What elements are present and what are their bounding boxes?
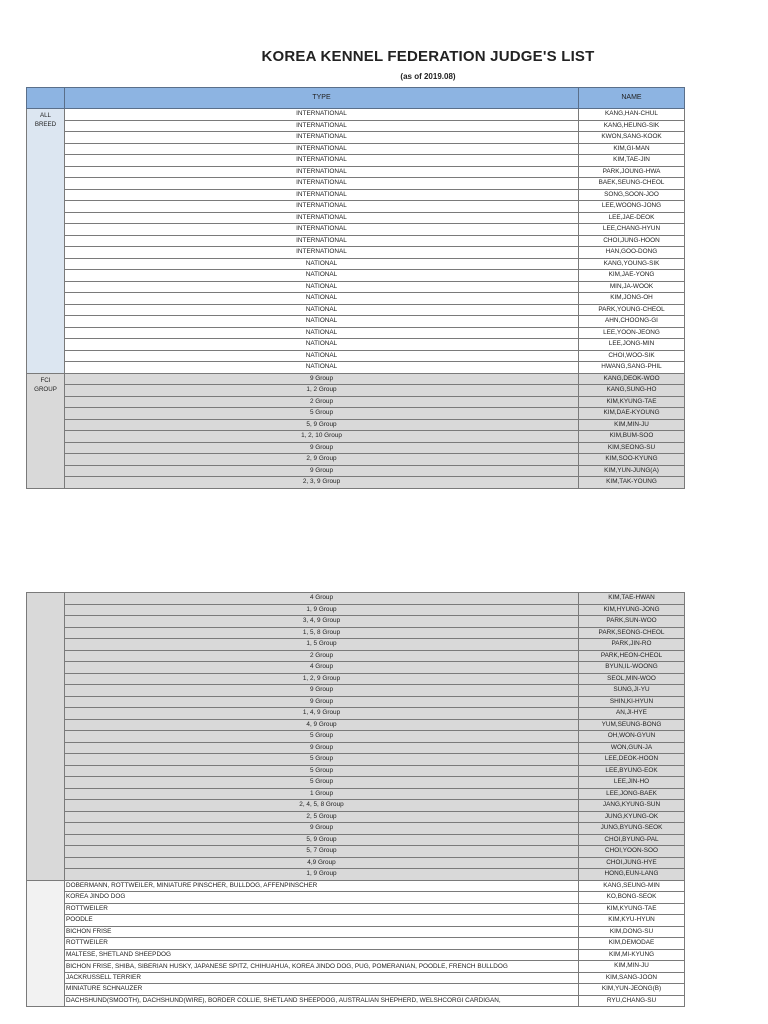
name-cell: CHOI,YOON-SOO bbox=[579, 846, 685, 858]
type-cell: POODLE bbox=[65, 915, 579, 927]
table-row bbox=[27, 419, 685, 431]
type-cell: NATIONAL bbox=[65, 258, 579, 270]
header-type: TYPE bbox=[65, 88, 579, 109]
type-cell: 5 Group bbox=[65, 777, 579, 789]
table-row bbox=[27, 708, 685, 720]
type-cell: 5 Group bbox=[65, 731, 579, 743]
name-cell: KIM,MIN-JU bbox=[579, 961, 685, 973]
type-cell: INTERNATIONAL bbox=[65, 201, 579, 213]
type-cell: ROTTWEILER bbox=[65, 938, 579, 950]
name-cell: CHOI,BYUNG-PAL bbox=[579, 834, 685, 846]
name-cell: LEE,WOONG-JONG bbox=[579, 201, 685, 213]
table-row bbox=[27, 984, 685, 996]
name-cell: KIM,SEONG-SU bbox=[579, 442, 685, 454]
table-row bbox=[27, 109, 685, 121]
name-cell: JANG,KYUNG-SUN bbox=[579, 800, 685, 812]
name-cell: LEE,JAE-DEOK bbox=[579, 212, 685, 224]
table-row bbox=[27, 166, 685, 178]
table-row bbox=[27, 304, 685, 316]
type-cell: 2, 9 Group bbox=[65, 454, 579, 466]
name-cell: KIM,YUN-JUNG(A) bbox=[579, 465, 685, 477]
name-cell: KIM,BUM-SOO bbox=[579, 431, 685, 443]
table-row bbox=[27, 258, 685, 270]
type-cell: 9 Group bbox=[65, 696, 579, 708]
type-cell: 9 Group bbox=[65, 442, 579, 454]
table-row bbox=[27, 593, 685, 605]
table-row bbox=[27, 235, 685, 247]
type-cell: INTERNATIONAL bbox=[65, 132, 579, 144]
type-cell: KOREA JINDO DOG bbox=[65, 892, 579, 904]
type-cell: INTERNATIONAL bbox=[65, 189, 579, 201]
name-cell: HAN,GOO-DONG bbox=[579, 247, 685, 259]
name-cell: LEE,BYUNG-EOK bbox=[579, 765, 685, 777]
name-cell: KANG,HAN-CHUL bbox=[579, 109, 685, 121]
name-cell: KIM,SOO-KYUNG bbox=[579, 454, 685, 466]
name-cell: SONG,SOON-JOO bbox=[579, 189, 685, 201]
type-cell: NATIONAL bbox=[65, 270, 579, 282]
name-cell: BAEK,SEUNG-CHEOL bbox=[579, 178, 685, 190]
table-row bbox=[27, 327, 685, 339]
type-cell: NATIONAL bbox=[65, 304, 579, 316]
type-cell: 4 Group bbox=[65, 593, 579, 605]
name-cell: KIM,YUN-JEONG(B) bbox=[579, 984, 685, 996]
table-row bbox=[27, 650, 685, 662]
type-cell: 2 Group bbox=[65, 396, 579, 408]
table-row bbox=[27, 408, 685, 420]
name-cell: PARK,SEONG-CHEOL bbox=[579, 627, 685, 639]
name-cell: KIM,JAE-YONG bbox=[579, 270, 685, 282]
name-cell: LEE,DEOK-HOON bbox=[579, 754, 685, 766]
type-cell: 5 Group bbox=[65, 754, 579, 766]
type-cell: INTERNATIONAL bbox=[65, 247, 579, 259]
name-cell: KIM,KYU-HYUN bbox=[579, 915, 685, 927]
table-row bbox=[27, 189, 685, 201]
name-cell: KWON,SANG-KOOK bbox=[579, 132, 685, 144]
type-cell: 9 Group bbox=[65, 742, 579, 754]
type-cell: INTERNATIONAL bbox=[65, 109, 579, 121]
name-cell: OH,WON-GYUN bbox=[579, 731, 685, 743]
table-row bbox=[27, 880, 685, 892]
type-cell: NATIONAL bbox=[65, 316, 579, 328]
name-cell: KIM,TAE-HWAN bbox=[579, 593, 685, 605]
type-cell: MINIATURE SCHNAUZER bbox=[65, 984, 579, 996]
table-row bbox=[27, 120, 685, 132]
name-cell: CHOI,JUNG-HYE bbox=[579, 857, 685, 869]
type-cell: 4 Group bbox=[65, 662, 579, 674]
table-row bbox=[27, 362, 685, 374]
table-row bbox=[27, 373, 685, 385]
type-cell: 1 Group bbox=[65, 788, 579, 800]
name-cell: LEE,JONG-MIN bbox=[579, 339, 685, 351]
category-cell: FCI GROUP bbox=[27, 373, 65, 488]
table-row bbox=[27, 627, 685, 639]
type-cell: BICHON FRISE, SHIBA, SIBERIAN HUSKY, JAPANESE SPITZ, CHIHUAHUA, KOREA JINDO DOG, PUG, POMERANIAN, POODLE, FRENCH BULLDOG bbox=[65, 961, 579, 973]
category-cell: ALL BREED bbox=[27, 109, 65, 374]
type-cell: 1, 4, 9 Group bbox=[65, 708, 579, 720]
table-row bbox=[27, 442, 685, 454]
table-row bbox=[27, 247, 685, 259]
name-cell: KANG,HEUNG-SIK bbox=[579, 120, 685, 132]
name-cell: SHIN,KI-HYUN bbox=[579, 696, 685, 708]
name-cell: WON,GUN-JA bbox=[579, 742, 685, 754]
judges-table-part2 bbox=[26, 592, 685, 1007]
type-cell: 9 Group bbox=[65, 823, 579, 835]
type-cell: NATIONAL bbox=[65, 327, 579, 339]
type-cell: INTERNATIONAL bbox=[65, 235, 579, 247]
header-name: NAME bbox=[579, 88, 685, 109]
name-cell: KIM,KYUNG-TAE bbox=[579, 396, 685, 408]
type-cell: DOBERMANN, ROTTWEILER, MINIATURE PINSCHER, BULLDOG, AFFENPINSCHER bbox=[65, 880, 579, 892]
table-row bbox=[27, 834, 685, 846]
type-cell: INTERNATIONAL bbox=[65, 166, 579, 178]
name-cell: PARK,JOUNG-HWA bbox=[579, 166, 685, 178]
table-row bbox=[27, 604, 685, 616]
type-cell: NATIONAL bbox=[65, 293, 579, 305]
table-row bbox=[27, 350, 685, 362]
name-cell: KIM,TAK-YOUNG bbox=[579, 477, 685, 489]
table-row bbox=[27, 293, 685, 305]
name-cell: JUNG,BYUNG-SEOK bbox=[579, 823, 685, 835]
table-row bbox=[27, 316, 685, 328]
type-cell: 1, 5 Group bbox=[65, 639, 579, 651]
type-cell: 2, 5 Group bbox=[65, 811, 579, 823]
table-row bbox=[27, 915, 685, 927]
name-cell: KANG,DEOK-WOO bbox=[579, 373, 685, 385]
table-row bbox=[27, 938, 685, 950]
name-cell: KIM,DEMODAE bbox=[579, 938, 685, 950]
table-row bbox=[27, 396, 685, 408]
name-cell: SUNG,JI-YU bbox=[579, 685, 685, 697]
page-subtitle: (as of 2019.08) bbox=[400, 72, 456, 81]
table-row bbox=[27, 972, 685, 984]
name-cell: KO,BONG-SEOK bbox=[579, 892, 685, 904]
table-row bbox=[27, 454, 685, 466]
type-cell: 5, 9 Group bbox=[65, 834, 579, 846]
name-cell: HONG,EUN-LANG bbox=[579, 869, 685, 881]
name-cell: AN,JI-HYE bbox=[579, 708, 685, 720]
name-cell: KANG,YOUNG-SIK bbox=[579, 258, 685, 270]
table-row bbox=[27, 869, 685, 881]
name-cell: KIM,MI-KYUNG bbox=[579, 949, 685, 961]
table-row bbox=[27, 639, 685, 651]
name-cell: PARK,JIN-RO bbox=[579, 639, 685, 651]
table-row bbox=[27, 685, 685, 697]
name-cell: KIM,JONG-OH bbox=[579, 293, 685, 305]
type-cell: 1, 2, 9 Group bbox=[65, 673, 579, 685]
name-cell: LEE,YOON-JEONG bbox=[579, 327, 685, 339]
table-row bbox=[27, 777, 685, 789]
type-cell: 5 Group bbox=[65, 408, 579, 420]
type-cell: 2, 4, 5, 8 Group bbox=[65, 800, 579, 812]
name-cell: LEE,JIN-HO bbox=[579, 777, 685, 789]
header-blank bbox=[27, 88, 65, 109]
name-cell: KIM,SANG-JOON bbox=[579, 972, 685, 984]
category-cell bbox=[27, 880, 65, 1007]
table-row bbox=[27, 224, 685, 236]
type-cell: NATIONAL bbox=[65, 350, 579, 362]
table-row bbox=[27, 892, 685, 904]
name-cell: YUM,SEUNG-BONG bbox=[579, 719, 685, 731]
type-cell: INTERNATIONAL bbox=[65, 212, 579, 224]
table-row bbox=[27, 926, 685, 938]
type-cell: 1, 2 Group bbox=[65, 385, 579, 397]
table-row bbox=[27, 270, 685, 282]
name-cell: BYUN,IL-WOONG bbox=[579, 662, 685, 674]
type-cell: INTERNATIONAL bbox=[65, 155, 579, 167]
name-cell: KIM,MIN-JU bbox=[579, 419, 685, 431]
table-row bbox=[27, 765, 685, 777]
type-cell: 5, 9 Group bbox=[65, 419, 579, 431]
table-row bbox=[27, 281, 685, 293]
name-cell: KIM,KYUNG-TAE bbox=[579, 903, 685, 915]
name-cell: KIM,TAE-JIN bbox=[579, 155, 685, 167]
judges-table-part1 bbox=[26, 87, 685, 489]
table-row bbox=[27, 385, 685, 397]
table-row bbox=[27, 465, 685, 477]
table-row bbox=[27, 616, 685, 628]
type-cell: 4, 9 Group bbox=[65, 719, 579, 731]
name-cell: KIM,GI-MAN bbox=[579, 143, 685, 155]
table-row bbox=[27, 811, 685, 823]
name-cell: PARK,SUN-WOO bbox=[579, 616, 685, 628]
name-cell: LEE,CHANG-HYUN bbox=[579, 224, 685, 236]
type-cell: 4,9 Group bbox=[65, 857, 579, 869]
page-title: KOREA KENNEL FEDERATION JUDGE'S LIST bbox=[261, 48, 595, 65]
type-cell: INTERNATIONAL bbox=[65, 178, 579, 190]
type-cell: 9 Group bbox=[65, 465, 579, 477]
name-cell: SEOL,MIN-WOO bbox=[579, 673, 685, 685]
type-cell: 2 Group bbox=[65, 650, 579, 662]
name-cell: KIM,HYUNG-JONG bbox=[579, 604, 685, 616]
table-row bbox=[27, 719, 685, 731]
name-cell: AHN,CHOONG-GI bbox=[579, 316, 685, 328]
type-cell: INTERNATIONAL bbox=[65, 224, 579, 236]
table-row bbox=[27, 673, 685, 685]
table-row bbox=[27, 800, 685, 812]
table-row bbox=[27, 754, 685, 766]
table-row bbox=[27, 431, 685, 443]
table-row bbox=[27, 662, 685, 674]
category-cell bbox=[27, 593, 65, 881]
table-row bbox=[27, 823, 685, 835]
type-cell: BICHON FRISE bbox=[65, 926, 579, 938]
type-cell: MALTESE, SHETLAND SHEEPDOG bbox=[65, 949, 579, 961]
type-cell: NATIONAL bbox=[65, 339, 579, 351]
type-cell: INTERNATIONAL bbox=[65, 143, 579, 155]
type-cell: 2, 3, 9 Group bbox=[65, 477, 579, 489]
name-cell: PARK,HEON-CHEOL bbox=[579, 650, 685, 662]
table-row bbox=[27, 949, 685, 961]
type-cell: NATIONAL bbox=[65, 281, 579, 293]
name-cell: KANG,SEUNG-MIN bbox=[579, 880, 685, 892]
name-cell: KIM,DONG-SU bbox=[579, 926, 685, 938]
type-cell: 5, 7 Group bbox=[65, 846, 579, 858]
type-cell: DACHSHUND(SMOOTH), DACHSHUND(WIRE), BORDER COLLIE, SHETLAND SHEEPDOG, AUSTRALIAN SHEPHERD, WELSHCORGI CARDIGAN, bbox=[65, 995, 579, 1007]
name-cell: KANG,SUNG-HO bbox=[579, 385, 685, 397]
type-cell: NATIONAL bbox=[65, 362, 579, 374]
table-row bbox=[27, 846, 685, 858]
type-cell: INTERNATIONAL bbox=[65, 120, 579, 132]
table-row bbox=[27, 132, 685, 144]
table-row bbox=[27, 201, 685, 213]
name-cell: JUNG,KYUNG-OK bbox=[579, 811, 685, 823]
type-cell: 1, 2, 10 Group bbox=[65, 431, 579, 443]
type-cell: 9 Group bbox=[65, 373, 579, 385]
name-cell: MIN,JA-WOOK bbox=[579, 281, 685, 293]
name-cell: PARK,YOUNG-CHEOL bbox=[579, 304, 685, 316]
table-row bbox=[27, 212, 685, 224]
table-row bbox=[27, 178, 685, 190]
name-cell: KIM,DAE-KYOUNG bbox=[579, 408, 685, 420]
table-row bbox=[27, 731, 685, 743]
type-cell: 1, 9 Group bbox=[65, 604, 579, 616]
table-row bbox=[27, 477, 685, 489]
type-cell: 1, 5, 8 Group bbox=[65, 627, 579, 639]
table-row bbox=[27, 155, 685, 167]
table-row bbox=[27, 742, 685, 754]
name-cell: LEE,JONG-BAEK bbox=[579, 788, 685, 800]
type-cell: JACKRUSSELL TERRIER bbox=[65, 972, 579, 984]
table-row bbox=[27, 696, 685, 708]
table-row bbox=[27, 143, 685, 155]
name-cell: CHOI,JUNG-HOON bbox=[579, 235, 685, 247]
table-row bbox=[27, 961, 685, 973]
name-cell: CHOI,WOO-SIK bbox=[579, 350, 685, 362]
type-cell: 5 Group bbox=[65, 765, 579, 777]
type-cell: 1, 9 Group bbox=[65, 869, 579, 881]
table-header-row bbox=[27, 88, 685, 109]
type-cell: 9 Group bbox=[65, 685, 579, 697]
table-row bbox=[27, 903, 685, 915]
type-cell: 3, 4, 9 Group bbox=[65, 616, 579, 628]
table-row bbox=[27, 995, 685, 1007]
type-cell: ROTTWEILER bbox=[65, 903, 579, 915]
name-cell: RYU,CHANG-SU bbox=[579, 995, 685, 1007]
table-row bbox=[27, 339, 685, 351]
name-cell: HWANG,SANG-PHIL bbox=[579, 362, 685, 374]
table-row bbox=[27, 857, 685, 869]
table-row bbox=[27, 788, 685, 800]
